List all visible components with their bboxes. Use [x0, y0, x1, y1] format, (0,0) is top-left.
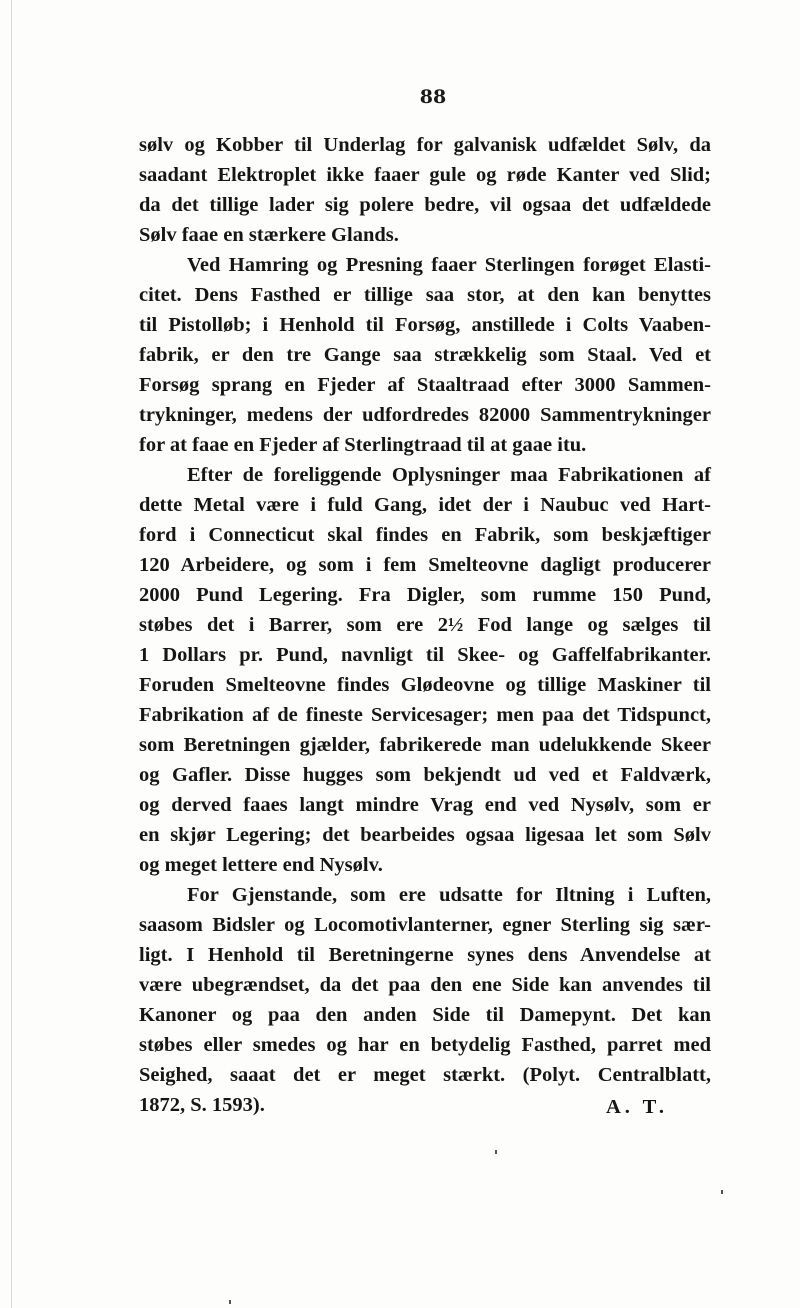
print-speck: [721, 1190, 723, 1194]
text-line: 1 Dollars pr. Pund, navnligt til Skee- og Gaffelfabrikanter.: [139, 644, 711, 666]
text-line: og meget lettere end Nysølv.: [139, 854, 383, 876]
text-line: saadant Elektroplet ikke faaer gule og røde Kanter ved Slid;: [139, 164, 711, 186]
paragraph: [139, 460, 711, 880]
text-line: ford i Connecticut skal findes en Fabrik, som beskjæftiger: [139, 524, 711, 546]
citation-text: 1872, S. 1593).: [139, 1094, 265, 1116]
text-line: da det tillige lader sig polere bedre, vil ogsaa det udfældede: [139, 194, 711, 216]
text-line: saasom Bidsler og Locomotivlanterner, egner Sterling sig sær-: [139, 914, 711, 936]
author-signature: A. T.: [606, 1096, 668, 1118]
text-line: Efter de foreliggende Oplysninger maa Fabrikationen af: [187, 464, 711, 486]
text-line: en skjør Legering; det bearbeides ogsaa ligesaa let som Sølv: [139, 824, 711, 846]
text-line: 120 Arbeidere, og som i fem Smelteovne dagligt producerer: [139, 554, 711, 576]
paragraph: [139, 130, 711, 250]
paragraph: [139, 250, 711, 460]
paragraph: [139, 880, 711, 1090]
print-speck: [495, 1150, 497, 1154]
text-line: være ubegrændset, da det paa den ene Side kan anvendes til: [139, 974, 711, 996]
print-speck: [229, 1300, 231, 1304]
text-line: Fabrikation af de fineste Servicesager; men paa det Tidspunct,: [139, 704, 711, 726]
text-line: trykninger, medens der udfordredes 82000 Sammentrykninger: [139, 404, 711, 426]
text-line: fabrik, er den tre Gange saa strækkelig som Staal. Ved et: [139, 344, 711, 366]
closing-line: [139, 1090, 711, 1120]
text-line: ligt. I Henhold til Beretningerne synes dens Anvendelse at: [139, 944, 711, 966]
text-line: Sølv faae en stærkere Glands.: [139, 224, 399, 246]
text-line: og Gafler. Disse hugges som bekjendt ud ved et Faldværk,: [139, 764, 711, 786]
text-line: citet. Dens Fasthed er tillige saa stor, at den kan benyttes: [139, 284, 711, 306]
text-line: støbes det i Barrer, som ere 2½ Fod lange og sælges til: [139, 614, 711, 636]
text-line: Foruden Smelteovne findes Glødeovne og tillige Maskiner til: [139, 674, 711, 696]
text-line: dette Metal være i fuld Gang, idet der i Naubuc ved Hart-: [139, 494, 711, 516]
text-line: 2000 Pund Legering. Fra Digler, som rumme 150 Pund,: [139, 584, 711, 606]
text-line: for at faae en Fjeder af Sterlingtraad til at gaae itu.: [139, 434, 587, 456]
text-line: sølv og Kobber til Underlag for galvanisk udfældet Sølv, da: [139, 134, 711, 156]
text-line: Seighed, saaat det er meget stærkt. (Polyt. Centralblatt,: [139, 1064, 711, 1086]
page-number: 88: [419, 86, 447, 108]
text-line: som Beretningen gjælder, fabrikerede man udelukkende Skeer: [139, 734, 711, 756]
text-line: Ved Hamring og Presning faaer Sterlingen forøget Elasti-: [187, 254, 711, 276]
page-edge-line: [11, 0, 12, 1308]
body-text: [139, 130, 711, 1120]
text-line: til Pistolløb; i Henhold til Forsøg, anstillede i Colts Vaaben-: [139, 314, 711, 336]
text-line: Forsøg sprang en Fjeder af Staaltraad efter 3000 Sammen-: [139, 374, 711, 396]
text-line: og derved faaes langt mindre Vrag end ved Nysølv, som er: [139, 794, 711, 816]
text-line: For Gjenstande, som ere udsatte for Iltning i Luften,: [187, 884, 711, 906]
text-line: Kanoner og paa den anden Side til Damepynt. Det kan: [139, 1004, 711, 1026]
text-line: støbes eller smedes og har en betydelig Fasthed, parret med: [139, 1034, 711, 1056]
